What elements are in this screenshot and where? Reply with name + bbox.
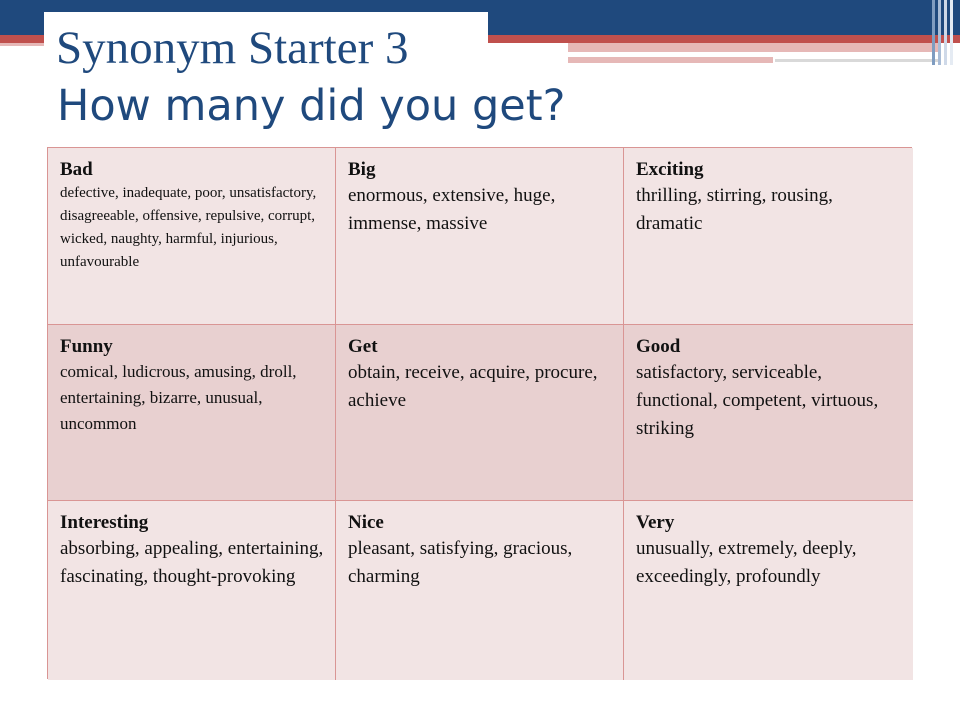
cell-synonyms: unusually, extremely, deeply, exceedingly, profoundly xyxy=(636,538,857,587)
cell-heading: Big xyxy=(348,159,376,180)
table-cell-exciting xyxy=(624,148,913,325)
header-band-pink-thin xyxy=(568,57,773,63)
table-cell-funny xyxy=(48,325,336,501)
cell-synonyms: pleasant, satisfying, gracious, charming xyxy=(348,538,573,587)
synonym-table xyxy=(47,147,912,679)
header-band-gray-thin xyxy=(775,59,940,62)
cell-heading: Funny xyxy=(60,336,113,357)
cell-heading: Exciting xyxy=(636,159,704,180)
header-stripe xyxy=(944,0,947,65)
table-cell-get xyxy=(336,325,624,501)
header-stripe xyxy=(932,0,935,65)
cell-heading: Bad xyxy=(60,159,93,180)
header-band-pink-right xyxy=(568,43,940,52)
table-cell-very xyxy=(624,501,913,680)
table-cell-good xyxy=(624,325,913,501)
table-cell-interesting xyxy=(48,501,336,680)
cell-synonyms: enormous, extensive, huge, immense, massive xyxy=(348,185,556,234)
cell-heading: Interesting xyxy=(60,512,149,533)
cell-synonyms: obtain, receive, acquire, procure, achieve xyxy=(348,362,598,411)
table-cell-nice xyxy=(336,501,624,680)
table-cell-bad xyxy=(48,148,336,325)
cell-synonyms: comical, ludicrous, amusing, droll, entertaining, bizarre, unusual, uncommon xyxy=(60,362,297,433)
header-band-white-line xyxy=(568,52,888,54)
slide-title: Synonym Starter 3 xyxy=(56,22,409,74)
cell-synonyms: defective, inadequate, poor, unsatisfactory, disagreeable, offensive, repulsive, corrupt, wicked, naughty, harmful, injurious, unfavourable xyxy=(60,185,317,270)
header-stripe xyxy=(950,0,953,65)
cell-heading: Good xyxy=(636,336,681,357)
header-band-red-right xyxy=(488,35,960,43)
table-cell-big xyxy=(336,148,624,325)
cell-synonyms: thrilling, stirring, rousing, dramatic xyxy=(636,185,833,234)
cell-heading: Nice xyxy=(348,512,384,533)
cell-heading: Very xyxy=(636,512,675,533)
slide-subtitle: How many did you get? xyxy=(57,81,566,131)
cell-heading: Get xyxy=(348,336,378,357)
cell-synonyms: satisfactory, serviceable, functional, competent, virtuous, striking xyxy=(636,362,879,439)
header-stripe xyxy=(938,0,941,65)
cell-synonyms: absorbing, appealing, entertaining, fascinating, thought-provoking xyxy=(60,538,324,587)
